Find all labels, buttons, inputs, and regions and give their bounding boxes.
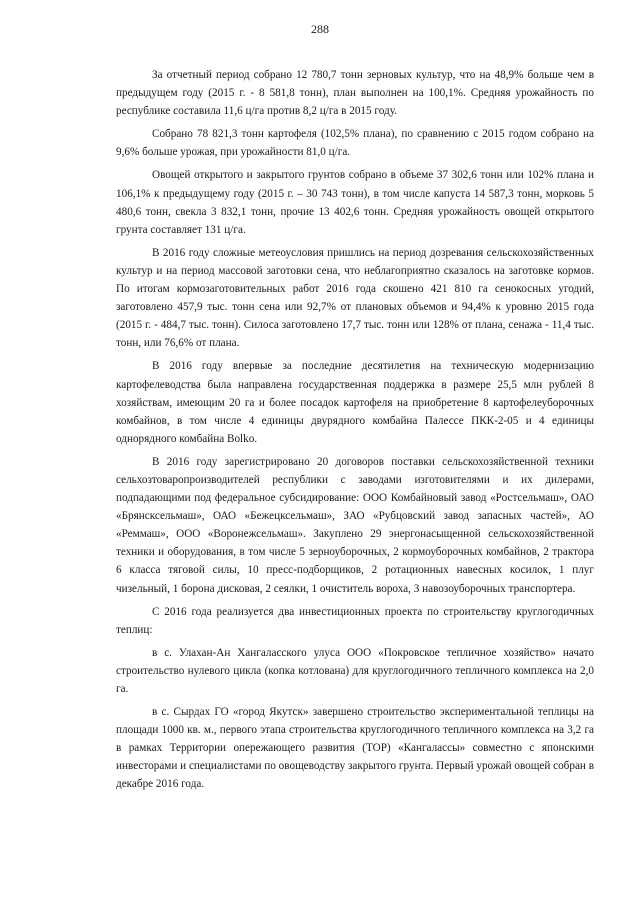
paragraph-vegetable-harvest: Овощей открытого и закрытого грунтов собрано в объеме 37 302,6 тонн или 102% плана и 106,1% к предыдущему году (2015 г. – 30 743 тонн), в том числе капуста 14 587,3 тонн, морковь 5 480,6 тонн, свекла 3 832,1 тонн, прочие 13 402,6 тонн. Средняя урожайность овощей открытого грунта составляет 131 ц/га. bbox=[116, 169, 594, 236]
paragraph-grain-harvest: За отчетный период собрано 12 780,7 тонн зерновых культур, что на 48,9% больше чем в предыдущем году (2015 г. - 8 581,8 тонн), план выполнен на 100,1%. Средняя урожайность по республике составила 11,6 ц/га против 8,2 ц/га в 2015 году. bbox=[116, 69, 594, 118]
paragraph-fodder-procurement: В 2016 году сложные метеоусловия пришлись на период дозревания сельскохозяйственных культур и на период массовой заготовки сена, что неблагоприятно сказалось на заготовке кормов. По итогам кормозаготовительных работ 2016 года скошено 421 810 га сенокосных угодий, заготовлено 457,9 тыс. тонн сена или 92,7% от плановых объемов и 94,4% к уровню 2015 года (2015 г. - 484,7 тыс. тонн). Силоса заготовлено 17,7 тыс. тонн или 128% от плана, сенажа - 11,4 тыс. тонн, или 76,6% от плана. bbox=[116, 246, 594, 350]
document-body bbox=[116, 66, 594, 799]
paragraph-greenhouse-syrdakh: в с. Сырдах ГО «город Якутск» завершено строительство экспериментальной теплицы на площади 1000 кв. м., первого этапа строительства круглогодичного тепличного комплекса на 3,2 га в рамках Территории опережающего развития (ТОР) «Кангалассы» совместно с японскими инвесторами и специалистами по овощеводству закрытого грунта. Первый урожай овощей собран в декабре 2016 года. bbox=[116, 706, 594, 791]
paragraph-potato-modernization: В 2016 году впервые за последние десятилетия на техническую модернизацию картофелеводства была направлена государственная поддержка в размере 25,5 млн рублей 8 хозяйствам, имеющим 20 га и более посадок картофеля на приобретение 8 картофелеуборочных комбайнов, в том числе 4 единицы двурядного комбайна Палессе ПКК-2-05 и 4 единицы однорядного комбайна Bolko. bbox=[116, 360, 594, 445]
paragraph-greenhouse-projects: С 2016 года реализуется два инвестиционных проекта по строительству круглогодичных теплиц: bbox=[116, 605, 594, 636]
paragraph-greenhouse-ulakhan-an: в с. Улахан-Ан Хангаласского улуса ООО «Покровское тепличное хозяйство» начато строительство нулевого цикла (копка котлована) для круглогодичного тепличного комплекса на 2,0 га. bbox=[116, 646, 594, 695]
paragraph-machinery-contracts: В 2016 году зарегистрировано 20 договоров поставки сельскохозяйственной техники сельхозтоваропроизводителей республики с заводами изготовителями и их дилерами, подпадающими под федеральное субсидирование: ООО Комбайновый завод «Ростсельмаш», ОАО «Брянсксельмаш», ОАО «Бежецксельмаш», ЗАО «Рубцовский завод запасных частей», АО «Реммаш», ООО «Воронежсельмаш». Закуплено 29 энергонасыщенной сельскохозяйственной техники и оборудования, в том числе 5 зерноуборочных, 2 кормоуборочных комбайнов, 2 трактора 6 класса тяговой силы, 10 пресс-подборщиков, 2 ротационных навесных косилок, 1 плуг чизельный, 1 борона дисковая, 2 сеялки, 1 очиститель вороха, 3 навозоуборочных транспортера. bbox=[116, 455, 594, 595]
paragraph-potato-harvest: Собрано 78 821,3 тонн картофеля (102,5% плана), по сравнению с 2015 годом собрано на 9,6% больше урожая, при урожайности 81,0 ц/га. bbox=[116, 128, 594, 159]
page-number: 288 bbox=[311, 22, 329, 36]
